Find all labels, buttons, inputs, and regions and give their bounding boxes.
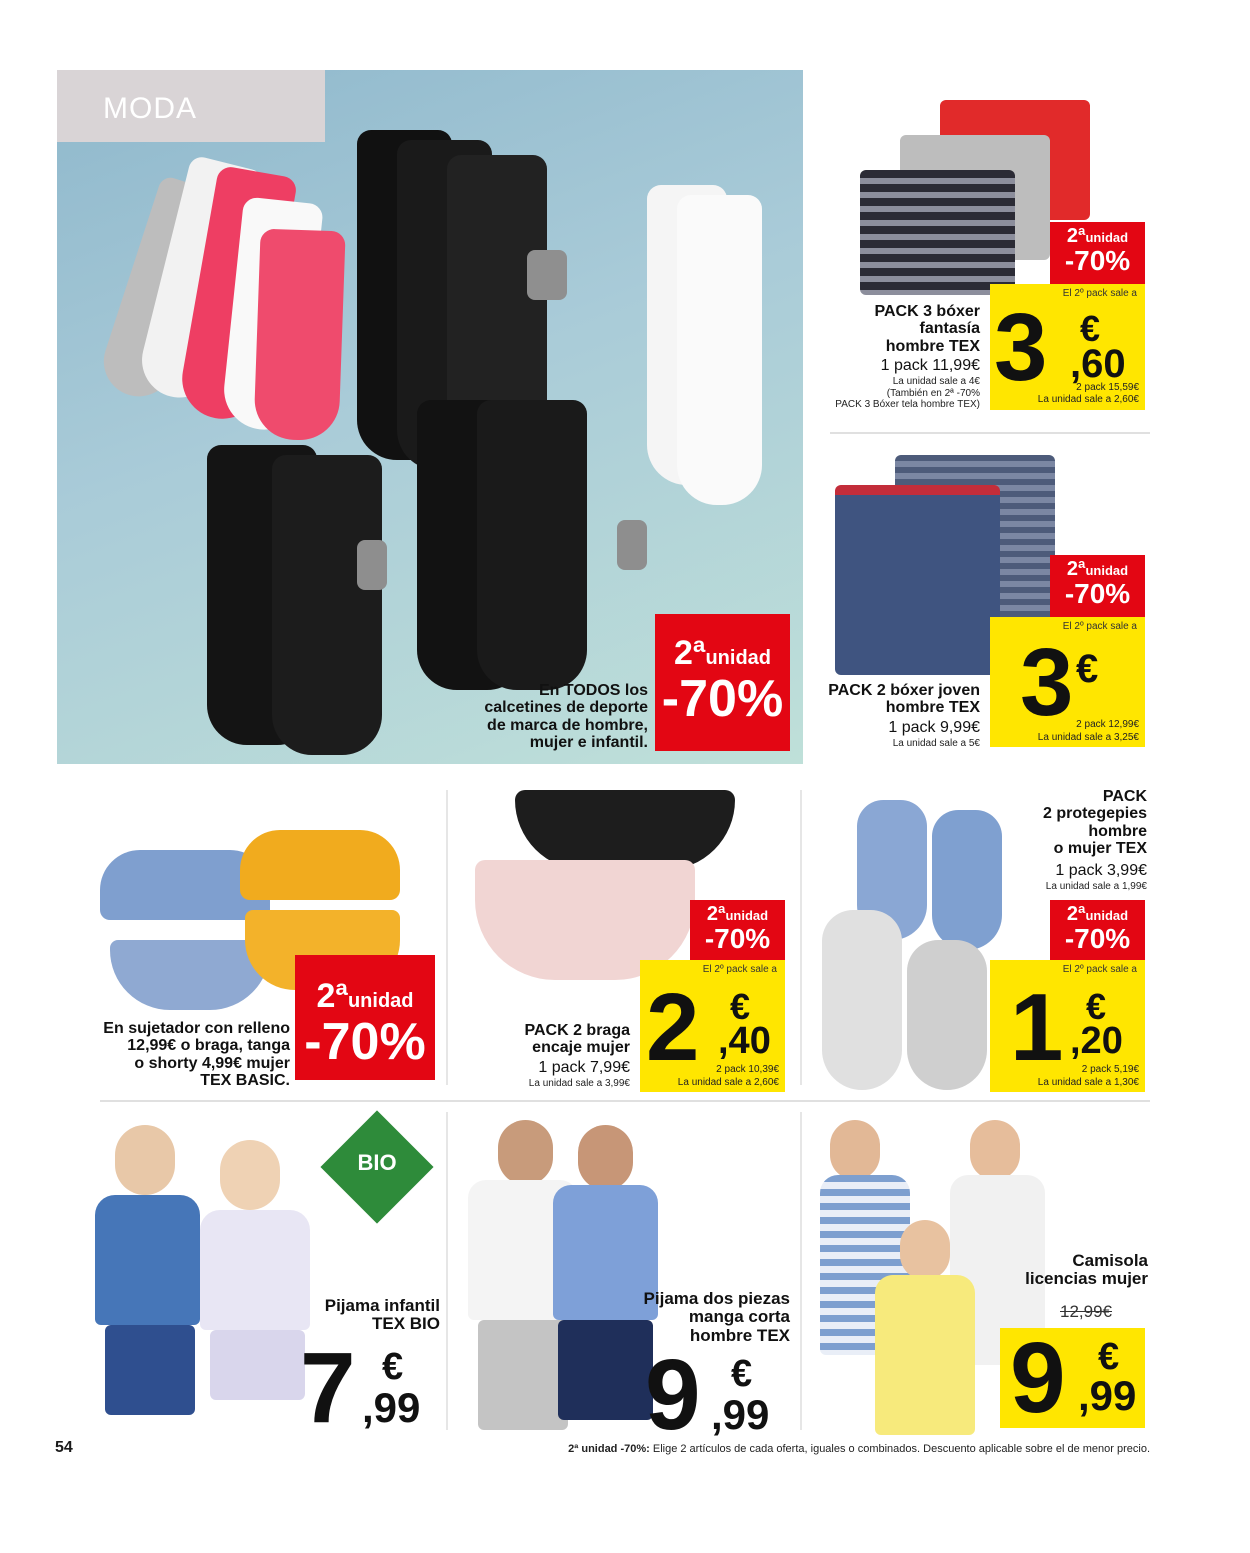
pijama-hombre-description: Pijama dos piezas manga corta hombre TEX bbox=[643, 1289, 790, 1345]
protegepies-pack-price: 1 pack 3,99€ bbox=[1055, 862, 1147, 879]
bra-description: En sujetador con relleno 12,99€ o braga, tanga o shorty 4,99€ mujer TEX BASIC. bbox=[103, 1020, 290, 1089]
bra-discount-badge: 2ªunidad -70% bbox=[295, 955, 435, 1080]
boxer3-description: PACK 3 bóxer fantasía hombre TEX bbox=[874, 303, 980, 355]
boxer3-also-note-2: PACK 3 Bóxer tela hombre TEX) bbox=[835, 399, 980, 410]
socks-discount-badge: 2ªunidad -70% bbox=[655, 614, 790, 751]
camisola-old-price: 12,99€ bbox=[1060, 1302, 1112, 1321]
boxer2-description: PACK 2 bóxer joven hombre TEX bbox=[828, 682, 980, 717]
boxer3-price-box: El 2º pack sale a 3 € ,60 2 pack 15,59€ La unidad sale a 2,60€ bbox=[990, 284, 1145, 410]
camisola-description: Camisola licencias mujer bbox=[1025, 1251, 1148, 1289]
boxer2-unit-note: La unidad sale a 5€ bbox=[892, 738, 980, 749]
pijama-hombre-image bbox=[458, 1120, 658, 1435]
divider-vertical-2 bbox=[800, 790, 802, 1085]
pijama-infantil-description: Pijama infantil TEX BIO bbox=[324, 1296, 440, 1334]
boxer3-unit-note: La unidad sale a 4€ bbox=[892, 376, 980, 387]
divider-vertical-4 bbox=[800, 1112, 802, 1430]
protegepies-unit-note: La unidad sale a 1,99€ bbox=[1045, 881, 1147, 892]
divider-vertical-1 bbox=[446, 790, 448, 1085]
braga-discount-badge: 2ªunidad -70% bbox=[690, 900, 785, 960]
socks-description: En TODOS los calcetines de deporte de marca de hombre, mujer e infantil. bbox=[484, 682, 648, 751]
protegepies-image bbox=[822, 800, 1002, 1090]
braga-pack-price: 1 pack 7,99€ bbox=[538, 1059, 630, 1076]
protegepies-price-box: El 2º pack sale a 1 € ,20 2 pack 5,19€ La unidad sale a 1,30€ bbox=[990, 960, 1145, 1092]
braga-description: PACK 2 braga encaje mujer bbox=[524, 1022, 630, 1057]
boxer2-pack-price: 1 pack 9,99€ bbox=[888, 719, 980, 736]
pijama-hombre-price: 9 € ,99 bbox=[645, 1339, 770, 1451]
bio-logo: BIO bbox=[322, 1112, 432, 1222]
boxer2-price-box: El 2º pack sale a 3 € 2 pack 12,99€ La unidad sale a 3,25€ bbox=[990, 617, 1145, 747]
braga-price-box: El 2º pack sale a 2 € ,40 2 pack 10,39€ La unidad sale a 2,60€ bbox=[640, 960, 785, 1092]
boxer3-also-note-1: (También en 2ª -70% bbox=[886, 388, 980, 399]
divider-horizontal-1 bbox=[100, 1100, 1150, 1102]
boxer2-discount-badge: 2ªunidad -70% bbox=[1050, 555, 1145, 617]
pijama-infantil-price: 7 € ,99 bbox=[300, 1332, 421, 1444]
divider-right-1 bbox=[830, 432, 1150, 434]
protegepies-discount-badge: 2ªunidad -70% bbox=[1050, 900, 1145, 960]
boxer3-discount-badge: 2ªunidad -70% bbox=[1050, 222, 1145, 284]
protegepies-description: PACK 2 protegepies hombre o mujer TEX bbox=[1042, 788, 1147, 857]
page-number: 54 bbox=[55, 1439, 73, 1456]
footer-note: 2ª unidad -70%: Elige 2 artículos de cada oferta, iguales o combinados. Descuento aplicable sobre el de menor precio. bbox=[568, 1443, 1150, 1455]
pijama-infantil-image bbox=[95, 1125, 325, 1425]
boxer3-pack-price: 1 pack 11,99€ bbox=[880, 357, 980, 374]
braga-unit-note: La unidad sale a 3,99€ bbox=[528, 1078, 630, 1089]
section-title: MODA bbox=[103, 92, 197, 125]
camisola-price-box: 9 € ,99 bbox=[1000, 1328, 1145, 1428]
divider-vertical-3 bbox=[446, 1112, 448, 1430]
